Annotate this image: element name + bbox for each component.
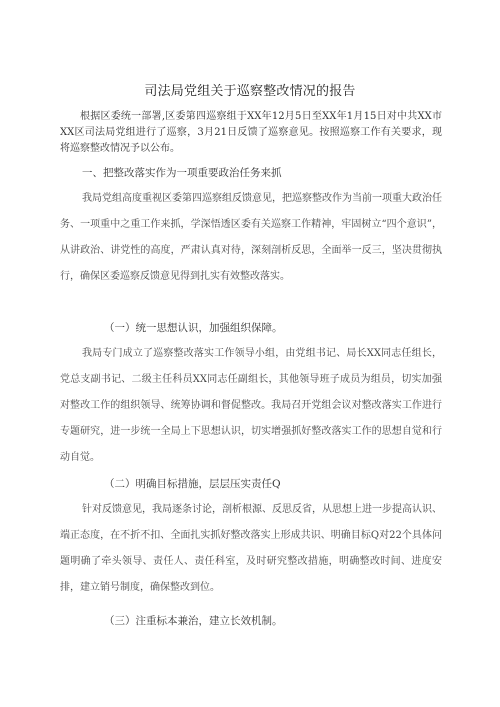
subsection-heading-3: （三）注重标本兼治，建立长效机制。 xyxy=(104,615,283,627)
document-title: 司法局党组关于巡察整改情况的报告 xyxy=(144,84,356,99)
section-paragraph-1: 我局党组高度重视区委第四巡察组反馈意见，把巡察整改作为当前一项重大政治任务、一项重中之重工作来抓，学深悟透区委有关巡察工作精神，牢固树立“四个意识”，从讲政治、讲党性的高度，严肃认真对待，深刻剖析反思，全面举一反三，坚决贯彻执行，确保区委巡察反馈意见得到扎实有效整改落实。 xyxy=(60,193,442,282)
subsection-paragraph-1: 我局专门成立了巡察整改落实工作领导小组，由党组书记、局长XX同志任组长，党总支副书记、二级主任科员XX同志任副组长，其他领导班子成员为组员，切实加强对整改工作的组织领导、统筹协调和督促整改。我局召开党组会议对整改落实工作进行专题研究，进一步统一全局上下思想认识，切实增强抓好整改落实工作的思想自觉和行动自觉。 xyxy=(60,348,442,463)
subsection-heading-2: （二）明确目标措施，层层压实责任Q xyxy=(104,478,281,490)
subsection-heading-1: （一）统一思想认识，加强组织保障。 xyxy=(104,322,283,334)
section-heading-1: 一、把整改落实作为一项重要政治任务来抓 xyxy=(82,167,282,179)
subsection-paragraph-2: 针对反馈意见，我局逐条讨论，剖析根源、反思反省，从思想上进一步提高认识、端正态度，在不折不扣、全面扎实抓好整改落实上形成共识、明确目标Q对22个具体问题明确了牵头领导、责任人、责任科室，及时研究整改措施，明确整改时间、进度安排，建立销号制度，确保整改到位。 xyxy=(60,504,442,593)
intro-paragraph: 根据区委统一部署,区委第四巡察组于XX年12月5日至XX年1月15日对中共XX市XX区司法局党组进行了巡察，3月21日反馈了巡察意见。按照巡察工作有关要求，现将巡察整改情况予以公布。 xyxy=(60,111,442,154)
